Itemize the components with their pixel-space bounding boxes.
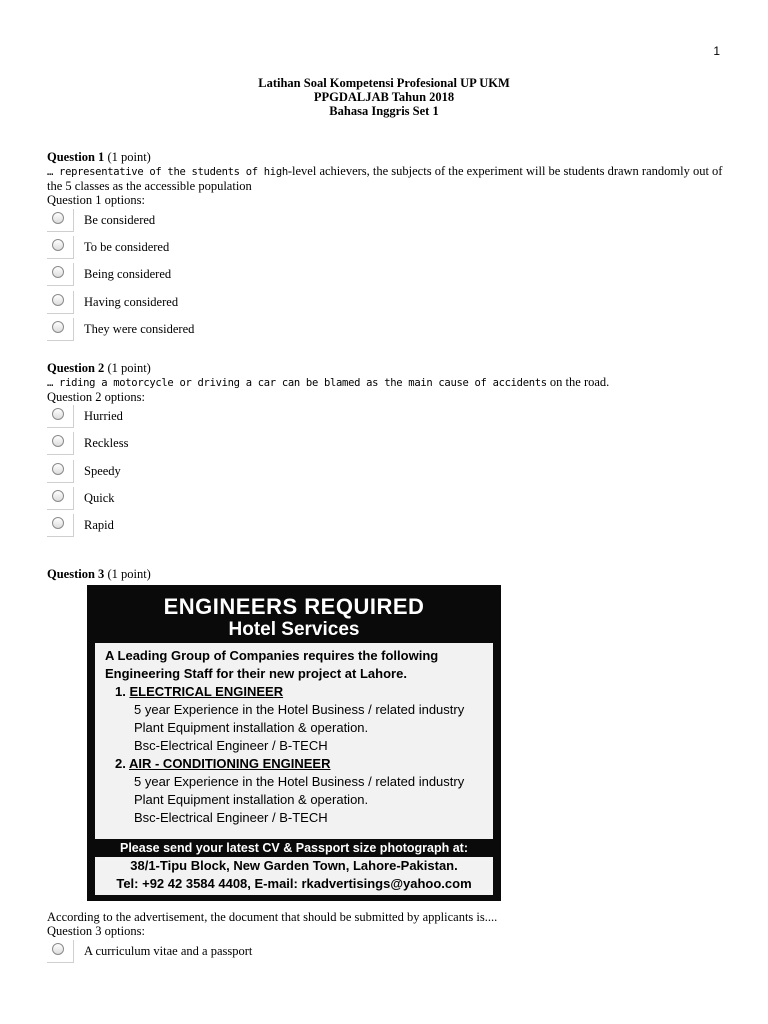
question-2-title: Question 2 bbox=[47, 361, 105, 375]
question-3-title: Question 3 bbox=[47, 567, 105, 581]
job-advertisement-image bbox=[87, 585, 501, 901]
q1-option-4[interactable]: Having considered bbox=[47, 291, 447, 317]
question-1-points: (1 point) bbox=[107, 150, 151, 164]
ad-intro-2: Engineering Staff for their new project at Lahore. bbox=[105, 666, 407, 681]
q3-option-1[interactable]: A curriculum vitae and a passport bbox=[47, 940, 447, 966]
q2-option-4[interactable]: Quick bbox=[47, 487, 447, 513]
radio-button[interactable] bbox=[52, 239, 64, 251]
question-3-options-label: Question 3 options: bbox=[47, 924, 145, 938]
question-2-stem: … riding a motorcycle or driving a car can be blamed as the main cause of accidents on the road. bbox=[47, 375, 610, 389]
ad-job-1-title: 1. ELECTRICAL ENGINEER bbox=[115, 684, 284, 699]
q2-option-3[interactable]: Speedy bbox=[47, 460, 447, 486]
question-1-options-label: Question 1 options: bbox=[47, 193, 145, 207]
ad-footer bbox=[95, 857, 493, 893]
ad-contact: Tel: +92 42 3584 4408, E-mail: rkadvertisings@yahoo.com bbox=[116, 876, 472, 891]
ad-subheadline: Hotel Services bbox=[228, 619, 360, 640]
q2-option-5[interactable]: Rapid bbox=[47, 514, 447, 540]
q2-option-1[interactable]: Hurried bbox=[47, 405, 447, 431]
radio-button[interactable] bbox=[52, 517, 64, 529]
question-3-points: (1 point) bbox=[107, 567, 151, 581]
ad-address: 38/1-Tipu Block, New Garden Town, Lahore-Pakistan. bbox=[130, 858, 458, 873]
radio-button[interactable] bbox=[52, 212, 64, 224]
radio-button[interactable] bbox=[52, 266, 64, 278]
ad-headline: ENGINEERS REQUIRED bbox=[163, 594, 425, 619]
page-number: 1 bbox=[713, 44, 720, 58]
ad-job-2-req-1: 5 year Experience in the Hotel Business / related industry bbox=[134, 774, 465, 789]
ad-job-1-req-3: Bsc-Electrical Engineer / B-TECH bbox=[134, 738, 328, 753]
radio-button[interactable] bbox=[52, 408, 64, 420]
header-line-1: Latihan Soal Kompetensi Profesional UP UKM bbox=[258, 76, 510, 90]
q2-option-2[interactable]: Reckless bbox=[47, 432, 447, 458]
question-2-options-label: Question 2 options: bbox=[47, 390, 145, 404]
q1-option-3[interactable]: Being considered bbox=[47, 263, 447, 289]
q1-option-2[interactable]: To be considered bbox=[47, 236, 447, 262]
question-2-points: (1 point) bbox=[107, 361, 151, 375]
question-3-body bbox=[47, 910, 727, 938]
ad-intro-1: A Leading Group of Companies requires the following bbox=[105, 648, 439, 663]
document-header bbox=[0, 76, 768, 118]
header-line-3: Bahasa Inggris Set 1 bbox=[329, 104, 439, 118]
radio-button[interactable] bbox=[52, 490, 64, 502]
header-line-2: PPGDALJAB Tahun 2018 bbox=[313, 90, 455, 104]
radio-button[interactable] bbox=[52, 321, 64, 333]
radio-button[interactable] bbox=[52, 435, 64, 447]
q1-option-1[interactable]: Be considered bbox=[47, 209, 447, 235]
question-3-stem: According to the advertisement, the document that should be submitted by applicants is.... bbox=[47, 910, 498, 924]
ad-job-2-req-3: Bsc-Electrical Engineer / B-TECH bbox=[134, 810, 328, 825]
ad-job-2-title: 2. AIR - CONDITIONING ENGINEER bbox=[115, 756, 331, 771]
question-1-title: Question 1 bbox=[47, 150, 105, 164]
question-2 bbox=[47, 361, 727, 404]
question-3 bbox=[47, 567, 727, 581]
ad-job-2-req-2: Plant Equipment installation & operation. bbox=[134, 792, 369, 807]
question-1-stem: … representative of the students of high-level achievers, the subjects of the experiment will be students drawn randomly out of the 5 classes as the accessible population bbox=[47, 164, 723, 193]
ad-job-1-req-1: 5 year Experience in the Hotel Business / related industry bbox=[134, 702, 465, 717]
q1-option-5[interactable]: They were considered bbox=[47, 318, 447, 344]
question-1 bbox=[47, 150, 727, 207]
radio-button[interactable] bbox=[52, 463, 64, 475]
ad-job-1-req-2: Plant Equipment installation & operation. bbox=[134, 720, 369, 735]
radio-button[interactable] bbox=[52, 943, 64, 955]
ad-call-to-action: Please send your latest CV & Passport size photograph at: bbox=[95, 839, 493, 857]
radio-button[interactable] bbox=[52, 294, 64, 306]
